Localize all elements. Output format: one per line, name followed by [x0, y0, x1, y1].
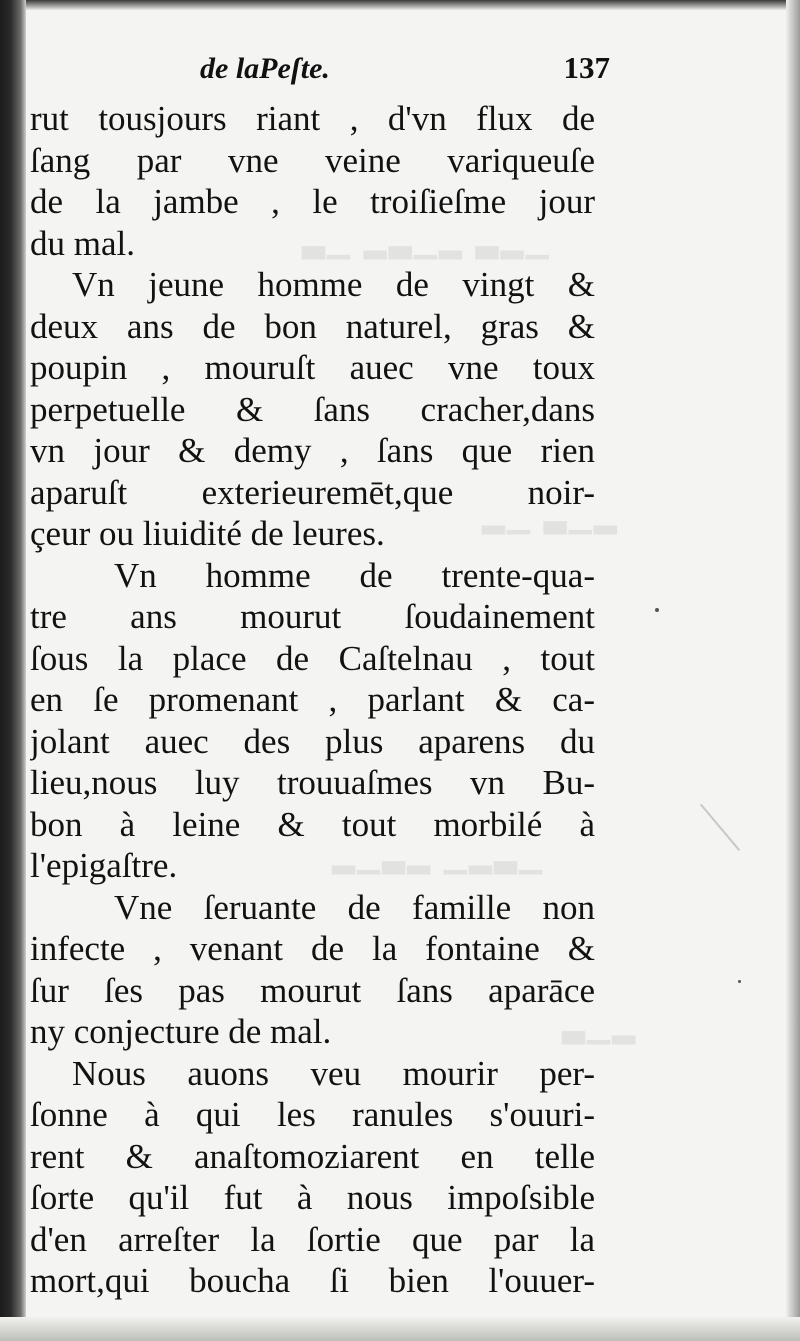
page-right-edge	[786, 0, 800, 1341]
text-line: d'en arreſter la ſortie que par la	[30, 1219, 595, 1259]
text-line: aparuſt exterieuremēt,que noir-	[30, 472, 595, 512]
text-line: l'epigaſtre.	[30, 846, 178, 885]
paper-scratch	[700, 804, 740, 851]
text-line: perpetuelle & ſans cracher,dans	[30, 389, 595, 429]
bleed-through-texture: ▁▂▃ ▂▁▃▂ ▁▃	[300, 225, 549, 260]
text-line: rut tousjours riant , d'vn flux de	[30, 99, 595, 138]
book-gutter-shadow	[0, 0, 26, 1341]
text-line: bon à leine & tout morbilé à	[30, 804, 595, 844]
text-line: ſonne à qui les ranules s'ouuri-	[30, 1095, 595, 1134]
text-line: Vne ſeruante de famille non	[114, 887, 595, 927]
bleed-through-texture: ▂▁▃ ▁▂	[480, 500, 617, 535]
bleed-through-texture: ▁▃▂▁ ▂▃▁▂	[330, 840, 543, 875]
text-line: çeur ou liuidité de leures.	[30, 514, 385, 553]
page-header	[200, 46, 610, 96]
body-text	[30, 98, 595, 1302]
page-bottom-edge	[0, 1317, 800, 1341]
bleed-through-texture: ▂▁▃	[560, 1010, 636, 1045]
running-title: de laPeſte.	[200, 52, 330, 85]
text-line: lieu,nous luy trouuaſmes vn Bu-	[30, 763, 595, 802]
text-line: Vn jeune homme de vingt &	[72, 265, 595, 304]
text-line: ſur ſes pas mourut ſans aparāce	[30, 970, 595, 1010]
ink-speck	[738, 980, 741, 983]
text-line: vn jour & demy , ſans que rien	[30, 431, 595, 470]
text-line: jolant auec des plus aparens du	[30, 721, 595, 761]
text-line: en ſe promenant , parlant & ca-	[30, 680, 595, 719]
text-line: ſorte qu'il fut à nous impoſsible	[30, 1178, 595, 1217]
text-line: infecte , venant de la fontaine &	[30, 929, 595, 968]
text-line: deux ans de bon naturel, gras &	[30, 306, 595, 346]
text-line: ny conjecture de mal.	[30, 1012, 332, 1051]
page-top-shadow	[0, 0, 800, 10]
text-line: ſous la place de Caſtelnau , tout	[30, 638, 595, 678]
text-line: de la jambe , le troiſieſme jour	[30, 182, 595, 221]
text-line: du mal.	[30, 223, 135, 263]
text-line: poupin , mouruſt auec vne toux	[30, 348, 595, 387]
page-number: 137	[563, 50, 610, 85]
text-line: rent & anaſtomoziarent en telle	[30, 1136, 595, 1176]
ink-speck	[655, 608, 659, 612]
text-line: ſang par vne veine variqueuſe	[30, 140, 595, 180]
text-line: mort,qui boucha ſi bien l'ouuer-	[30, 1261, 595, 1300]
text-line: tre ans mourut ſoudainement	[30, 597, 595, 636]
text-line: Nous auons veu mourir per-	[72, 1053, 595, 1093]
text-line: Vn homme de trente-qua-	[114, 555, 595, 595]
